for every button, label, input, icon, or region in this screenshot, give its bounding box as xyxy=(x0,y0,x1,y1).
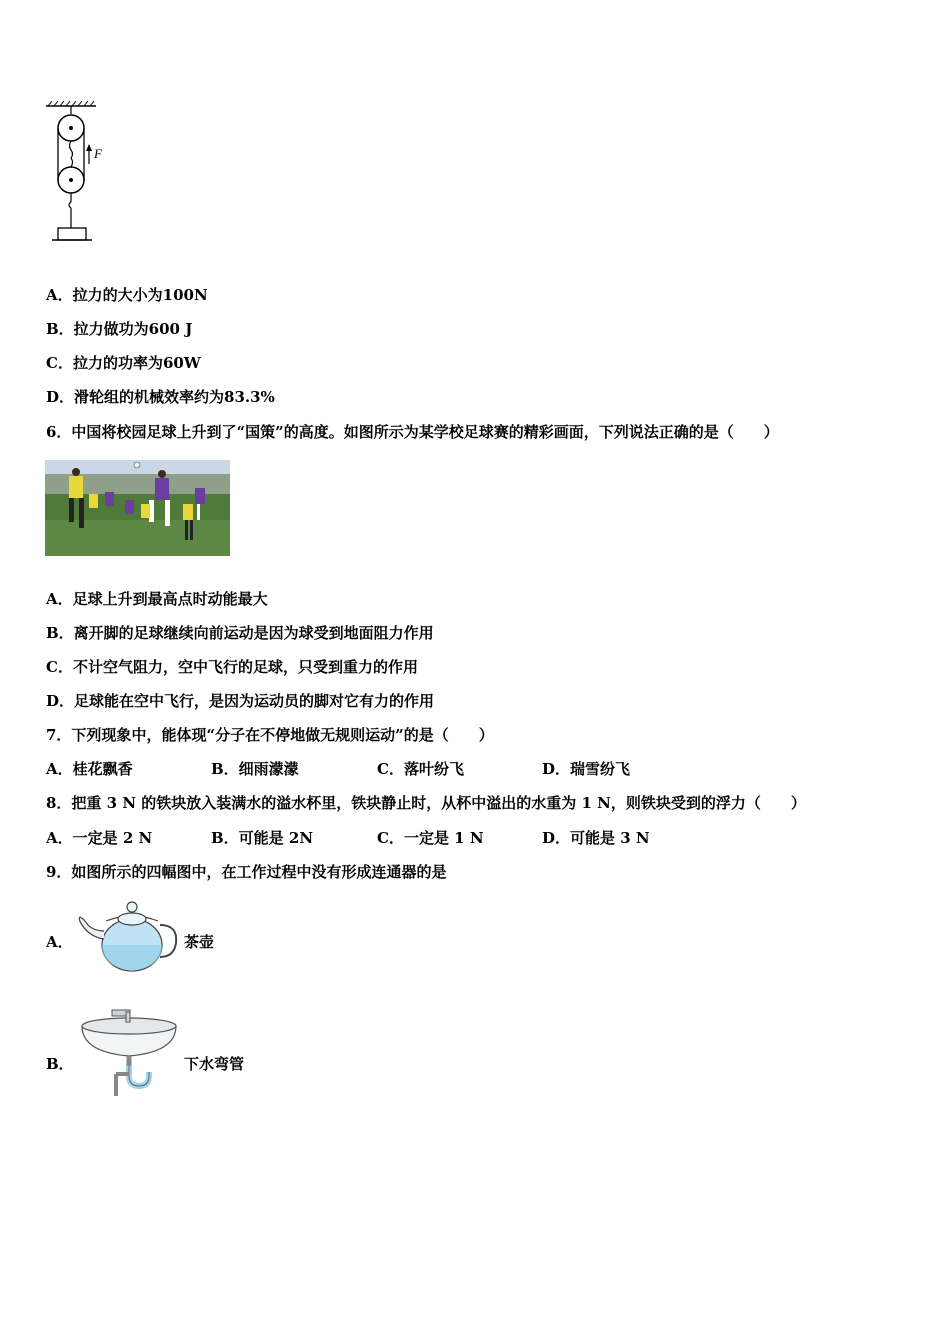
q9-option-a-caption: 茶壶 xyxy=(184,933,215,951)
q5-option-b: B．拉力做功为600 J xyxy=(46,320,193,338)
q5-option-c: C．拉力的功率为60W xyxy=(46,354,201,372)
q8-option-c: C．一定是 1 N xyxy=(377,829,484,847)
q7-option-d: D．瑞雪纷飞 xyxy=(542,760,631,778)
q9-option-a-letter: A． xyxy=(46,933,73,951)
football-photo xyxy=(45,460,230,556)
q7-option-a: A．桂花飘香 xyxy=(46,760,133,778)
q9-stem: 9．如图所示的四幅图中，在工作过程中没有形成连通器的是 xyxy=(46,863,447,881)
q7-option-b: B．细雨濛濛 xyxy=(211,760,299,778)
q6-option-a: A．足球上升到最高点时动能最大 xyxy=(46,590,268,608)
q7-stem: 7．下列现象中，能体现“分子在不停地做无规则运动”的是（ ） xyxy=(46,726,494,744)
sink-drain-image xyxy=(76,1004,182,1098)
q5-option-d: D．滑轮组的机械效率约为83.3% xyxy=(46,388,275,406)
q9-option-b-letter: B． xyxy=(46,1055,74,1073)
q9-option-b-caption: 下水弯管 xyxy=(184,1055,245,1073)
teapot-image xyxy=(76,895,182,977)
q6-option-c: C．不计空气阻力，空中飞行的足球，只受到重力的作用 xyxy=(46,658,418,676)
q7-option-c: C．落叶纷飞 xyxy=(377,760,464,778)
q8-stem: 8．把重 3 N 的铁块放入装满水的溢水杯里，铁块静止时，从杯中溢出的水重为 1 N，则铁块受到的浮力（ ） xyxy=(46,794,806,812)
q5-option-a: A．拉力的大小为100N xyxy=(46,286,208,304)
q6-option-b: B．离开脚的足球继续向前运动是因为球受到地面阻力作用 xyxy=(46,624,434,642)
q8-option-a: A．一定是 2 N xyxy=(46,829,153,847)
q8-option-b: B．可能是 2N xyxy=(211,829,314,847)
q6-stem: 6．中国将校园足球上升到了“国策”的高度。如图所示为某学校足球赛的精彩画面，下列说法正确的是（ ） xyxy=(46,423,779,441)
force-label: F xyxy=(94,146,102,161)
q6-option-d: D．足球能在空中飞行，是因为运动员的脚对它有力的作用 xyxy=(46,692,435,710)
pulley-diagram xyxy=(44,100,114,250)
q8-option-d: D．可能是 3 N xyxy=(542,829,650,847)
